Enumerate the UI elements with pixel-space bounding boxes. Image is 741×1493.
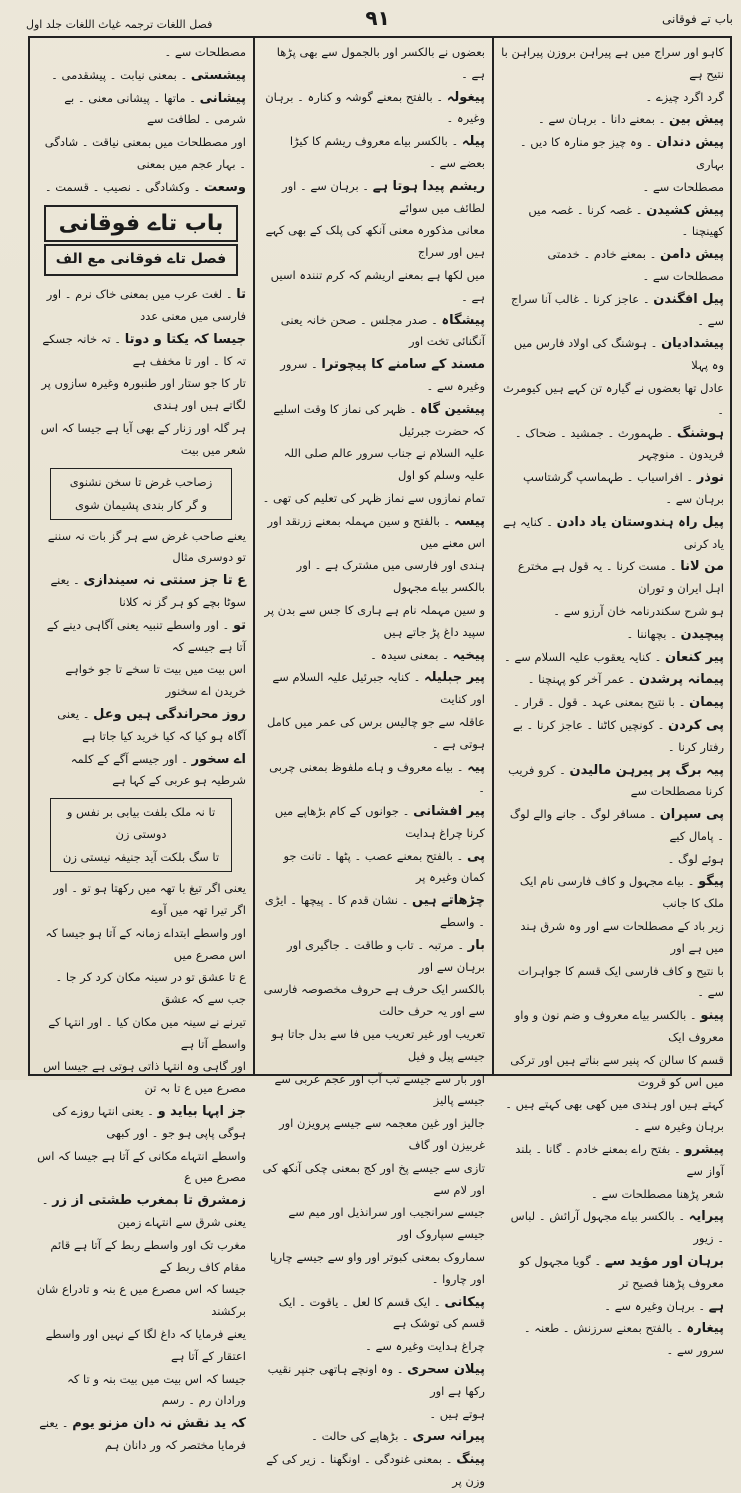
dictionary-entry: تار کا جو ستار اور طنبورہ وغیرہ سازوں پر لگاتے ہیں اور ہندی [41, 376, 246, 413]
dictionary-entry: یعنی اگر تیغ با تھہ میں رکھتا ہو تو ۔ اور اگر تیرا تھہ میں آوے [53, 881, 246, 917]
dictionary-entry: پیلہ ۔ بالکسر بیاے معروف ریشم کا کیڑا بعضے سے ۔ [289, 134, 485, 170]
dictionary-entry: پیر جبلیلہ ۔ کنایہ جبرئیل علیہ السلام سے اور کنایت [272, 670, 485, 707]
text-frame [28, 36, 732, 1488]
dictionary-entry: پیہ برگ پر پیرہن مالیدن ۔ کرو فریب کرنا مصطلحات سے [508, 762, 724, 799]
dictionary-entry: بار ۔ مرتبہ ۔ تاب و طاقت ۔ جاگیری اور برہان سے اور [286, 937, 485, 974]
dictionary-entry: پیشدادیان ۔ ہوشنگ کی اولاد فارس میں وہ پہلا [513, 336, 724, 373]
dictionary-entry: پیل افگندن ۔ عاجز کرنا ۔ غالب آنا سراج سے ۔ [511, 291, 724, 328]
dictionary-entry: اور بار سے جیسے تب آب اور عجم عربی سے جیسے پالیز [274, 1071, 485, 1108]
verse-box [50, 468, 232, 520]
dictionary-entry: پی کردن ۔ کونچیں کاٹنا ۔ عاجز کرنا ۔ بے رفتار کرنا ۔ [512, 717, 724, 754]
dictionary-entry: پیر کنعان ۔ کنایہ یعقوب علیہ السلام سے ۔ [504, 649, 724, 665]
dictionary-entry: اس بیت میں بیت تا سخے تا جو خواہے خریدن اے سخنور [65, 662, 246, 699]
dictionary-entry: واسطے انتہاے مکانی کے آتا ہے جیسا کہ اس مصرع میں ع [37, 1148, 246, 1185]
dictionary-entry: جیسا کہ اس مصرع میں ع بنہ و تادراع شان برکشند [36, 1282, 246, 1319]
dictionary-entry: من لانا ۔ مست کرنا ۔ یہ قول ہے مخترع اہل ایران و توران [517, 559, 724, 596]
dictionary-entry: پیگو ۔ بیاے مجہول و کاف فارسی نام ایک ملک کا جانب [519, 874, 724, 911]
dictionary-entry: پیرانہ سری ۔ بڑھاپے کی حالت ۔ [311, 1429, 485, 1445]
dictionary-entry: مصطلحات سے ۔ [164, 45, 246, 59]
dictionary-entry: پیسہ ۔ بالفتح و سین مہملہ بمعنے زرنقد اور اس معنے میں [267, 513, 485, 550]
dictionary-entry: پیخیہ ۔ بمعنی سیدہ ۔ [370, 647, 485, 663]
column-left [30, 38, 252, 1453]
dictionary-entry: پیشگاہ ۔ صدر مجلس ۔ صحن خانہ یعنی آنگنائی تخت اور [280, 312, 485, 349]
column-divider [492, 38, 494, 1074]
dictionary-entry: پیش دامن ۔ بمعنے خادم ۔ خدمتی مصطلحات سے ۔ [547, 247, 724, 283]
dictionary-entry: نوذر ۔ افراسیاب ۔ طہماسپ گرشتاسپ برہان سے ۔ [523, 470, 724, 506]
dictionary-entry: چراغ ہدایت وغیرہ سے ۔ [365, 1339, 485, 1354]
dictionary-entry: ہوتے ہیں ۔ [429, 1406, 485, 1421]
dictionary-entry: ہے ۔ برہان وغیرہ سے ۔ [604, 1298, 724, 1314]
verse-line: زصاحب غرض تا سخن نشنوی [69, 474, 213, 489]
section-title: فصل تاے فوقانی مع الف [44, 244, 238, 276]
dictionary-entry: پیہ ۔ بیاے معروف و ہاے ملفوظ بمعنی چربی ۔ [269, 759, 485, 796]
dictionary-entry: تا ۔ لغت عرب میں بمعنی خاک نرم ۔ اور فارسی میں معنی عدد [46, 287, 246, 323]
verse-line: و گر کار بندی پشیمان شوی [75, 497, 207, 512]
dictionary-entry: کہ ید نقش نہ دان مزنو یوم ۔ یعنے فرمایا مختصر کہ ور دانان ہم [39, 1416, 246, 1453]
page-number: ۹۱ [365, 6, 390, 30]
dictionary-entry: پیش بین ۔ بمعنے دانا ۔ برہان سے ۔ [537, 112, 724, 128]
running-head-left: فصل اللغات ترجمہ غیاث اللغات جلد اول [26, 18, 213, 31]
dictionary-entry: کاہو اور سراج میں ہے پیراہن بروزن پیراہن با نتیح ہے [501, 45, 724, 81]
dictionary-entry: اور واسطے ابتداے زمانہ کے آتا ہو جیسا کہ اس مصرع میں [45, 925, 246, 962]
dictionary-entry: پیکانی ۔ ایک قسم کا لعل ۔ یاقوت ۔ ایک قسم کی توشک ہے [278, 1294, 485, 1331]
dictionary-entry: و سین مہملہ نام ہے ہاری کا جس سے بدن پر سپید داغ پڑ جاتے ہیں [264, 602, 485, 639]
dictionary-entry: تمام نمازوں سے نماز ظہر کی تعلیم کی تھی ۔ [262, 490, 485, 505]
dictionary-entry: تو ۔ اور واسطے تنبیہ یعنی آگاہی دینے کے آتا ہے جیسے کہ [46, 617, 246, 654]
dictionary-entry: تعریب اور غیر تعریب میں فا سے بدل جاتا ہو جیسے پیل و فیل [271, 1027, 485, 1063]
dictionary-entry: ہوئے لوگ ۔ [667, 851, 724, 866]
dictionary-entry: کہتے ہیں اور ہندی میں کھی بھی کہتے ہیں ۔ برہان وغیرہ سے ۔ [505, 1097, 724, 1134]
dictionary-entry: قسم کا سالن کہ پنیر سے بناتے ہیں اور ترکی میں اس کو قروت [510, 1052, 724, 1089]
verse-line: تا نہ ملک بلفت بیابی بر نفس و دوستی زن [66, 805, 216, 842]
dictionary-entry: پیش کشیدن ۔ غصہ کرنا ۔ غصہ میں کھینچنا ۔ [528, 202, 724, 239]
dictionary-entry: ہو شرح سکندرنامہ خان آرزو سے ۔ [553, 603, 724, 618]
dictionary-entry: پیغولہ ۔ بالفتح بمعنے گوشہ و کنارہ ۔ برہان وغیرہ ۔ [265, 89, 485, 126]
dictionary-entry: ع تا عشق تو در سینہ مکان کرد کر جا ۔ جب سے کہ عشق [55, 970, 246, 1007]
dictionary-entry: پیش دندان ۔ وہ چیز جو منارہ کا دیں ۔ بہاری [519, 135, 724, 171]
dictionary-entry: پیشین گاہ ۔ ظہر کی نماز کا وقت اسلیے کہ حضرت جبرئیل [273, 401, 485, 438]
dictionary-entry: جز اپہا بیاید و ۔ یعنی انتہا روزے کی ہوگی پاپی ہو جو ۔ اور کبھی [52, 1104, 246, 1140]
verse-box [50, 798, 232, 872]
dictionary-entry: پیمانہ پرشدن ۔ عمر آخر کو پہنچنا ۔ [527, 672, 724, 688]
dictionary-entry: پیشرو ۔ بفتح راے بمعنے خادم ۔ گانا ۔ بلند آواز سے [515, 1142, 724, 1178]
dictionary-entry: گرد اگرد چیزے ۔ [645, 89, 724, 104]
dictionary-entry: ہوشنگ ۔ طہمورث ۔ جمشید ۔ ضحاک ۔ فریدون ۔ منوچہر [514, 425, 724, 462]
dictionary-entry: ریشم پیدا ہوتا ہے ۔ برہان سے ۔ اور لطائف میں سوائے [282, 178, 485, 215]
dictionary-entry: پینو ۔ بالکسر بیاے معروف و ضم نون و واو معروف ایک [514, 1008, 724, 1045]
dictionary-entry: عادل تھا بعضوں نے گیارہ تن کہے ہیں کیومرث ۔ [503, 380, 724, 417]
dictionary-entry: جیسا کہ اس بیت میں بیت بنہ و تا کہ ورادان رم ۔ رسم [67, 1371, 246, 1408]
dictionary-entry: پیر افشانی ۔ جوانوں کے کام بڑھاپے میں کرنا چراغ ہدایت [274, 804, 485, 840]
dictionary-entry: پیل راہ ہندوستان یاد دادن ۔ کنایہ ہے یاد کرنی [503, 514, 724, 551]
dictionary-entry: زیر باد کے مصطلحات سے اور وہ شرق ہند میں ہے اور [520, 919, 724, 955]
dictionary-entry: میں لکھا ہے بمعنے اریشم کہ کرم تنندہ اسیں ہے ۔ [270, 267, 485, 304]
dictionary-entry: پیمان ۔ با نتیح بمعنی عہد ۔ قول ۔ قرار ۔ [512, 695, 724, 711]
dictionary-entry: وسعت ۔ وکشادگی ۔ نصیب ۔ قسمت ۔ [44, 179, 246, 195]
dictionary-entry: تازی سے جیسے پخ اور کج بمعنی چکی آنکھ کی اور لام سے [262, 1160, 485, 1197]
dictionary-entry: جیسا کہ یکتا و دوتا ۔ تہ خانہ جسکے تہ کا ۔ اور تا مخفف ہے [42, 331, 246, 368]
dictionary-entry: بعضوں نے بالکسر اور بالجمول سے بھی پڑھا ہے ۔ [276, 45, 485, 81]
dictionary-entry: بالکسر ایک حرف ہے حروف مخصوصہ فارسی سے اور یہ حرف حالت [263, 982, 485, 1019]
dictionary-entry: پیشستی ۔ بمعنی نیابت ۔ پیشقدمی ۔ [51, 67, 246, 83]
dictionary-entry: جیسے سرانجیب اور سرانذیل اور میم سے جیسے سپاروک اور [288, 1205, 485, 1242]
dictionary-entry: مصطلحات سے ۔ [642, 179, 724, 194]
dictionary-entry: عاقلہ سے جو چالیس برس کی عمر میں کامل ہوتی ہے ۔ [266, 714, 485, 751]
dictionary-entry: مسند کے سامنے کا پیچوترا ۔ سرور وغیرہ سے ۔ [280, 357, 485, 393]
dictionary-entry: روز محراندگی ہیں وعل ۔ یعنی آگاہ ہو کیا کہ کیا خرید کیا جاتا ہے [57, 706, 246, 743]
running-head-right: باب تے فوقانی [662, 12, 733, 26]
dictionary-entry: برہان اور مؤید سے ۔ گویا مجہول کو معروف پڑھنا فصیح تر [519, 1254, 724, 1290]
dictionary-entry: تیرنے نے سینہ میں مکان کیا ۔ اور انتہا کے واسطے آتا ہے [48, 1014, 246, 1051]
dictionary-entry: پی سپران ۔ مسافر لوگ ۔ جانے والے لوگ ۔ پامال کیے [509, 807, 724, 843]
dictionary-entry: جالیز اور غین معجمہ سے جیسے پرویزن اور غربیزن اور گاف [279, 1116, 485, 1153]
dictionary-entry: با نتیح و کاف فارسی ایک قسم کا جواہرات سے ۔ [517, 963, 724, 1000]
column-right [495, 38, 730, 1358]
dictionary-entry: پیرایہ ۔ بالکسر بیاے مجہول آرائش ۔ لباس ۔ زیور [510, 1209, 724, 1246]
dictionary-entry: پی ۔ بالفتح بمعنے عصب ۔ پٹھا ۔ تانت جو کمان وغیرہ پر [283, 848, 485, 885]
dictionary-entry: ہر گلہ اور زنار کے بھی آیا ہے جیسا کہ اس شعر میں بیت [40, 420, 246, 457]
dictionary-entry: زمشرق تا بمغرب طشتی از زر ۔ یعنی شرق سے انتہاے زمین [41, 1193, 246, 1230]
dictionary-entry: اور گاہی وہ انتہا ذاتی ہوتی ہے جیسا اس مصرع میں ع تا بہ تن [43, 1059, 246, 1096]
page-header [26, 4, 733, 38]
dictionary-entry: چڑھاتے ہیں ۔ نشان قدم کا ۔ پیچھا ۔ ایڑی ۔ واسطے [264, 893, 485, 930]
verse-line: تا سگ بلکت آید جنیفہ نیستی زن [62, 850, 220, 865]
column-divider [253, 38, 255, 1074]
dictionary-entry: مغرب تک اور واسطے ربط کے آتا ہے قائم مقام کاف ربط کے [50, 1237, 246, 1274]
dictionary-entry: اور مصطلحات میں بمعنی نیاقت ۔ شادگی ۔ بہار عجم میں بمعنی [44, 135, 246, 171]
dictionary-entry: شعر پڑھنا مصطلحات سے ۔ [591, 1186, 724, 1201]
dictionary-entry: پیلان سحری ۔ وہ اونچے ہاتھی جنپر نقیب رکھا ہے اور [267, 1362, 485, 1398]
dictionary-entry: یعنے صاحب غرض سے ہر گز بات نہ سننے تو دوسری مثال [47, 528, 246, 565]
dictionary-entry: پینگ ۔ بمعنی غنودگی ۔ اونگھنا ۔ زیر کی کے وزن پر [266, 1452, 485, 1488]
dictionary-entry: سماروک بمعنی کبوتر اور واو سے جیسے چارپا اور چاروا ۔ [269, 1250, 485, 1286]
dictionary-entry: ہندی اور فارسی میں مشترک ہے ۔ اور بالکسر بیاے مجہول [296, 558, 485, 595]
dictionary-entry: ع تا جز سنتی نہ سیندازی ۔ یعنے سوٹا بچے کو ہر گز نہ کلانا [50, 573, 246, 609]
dictionary-entry: پیشانی ۔ ماتھا ۔ پیشانی معنی ۔ بے شرمی ۔ لطافت سے [64, 90, 246, 127]
dictionary-entry: اے سخور ۔ اور جیسے آگے کے کلمہ شرطیہ ہو عربی کے کہا ہے [70, 751, 246, 788]
dictionary-entry: پیچیدن ۔ بچھاننا ۔ [626, 626, 724, 642]
dictionary-entry: پیغارہ ۔ بالفتح بمعنے سرزنش ۔ طعنہ ۔ سرور سے ۔ [523, 1321, 724, 1358]
dictionary-entry: معانی مذکورہ معنی آنکھ کی پلک کے بھی کہے ہیں اور سراج [265, 223, 485, 260]
chapter-title: باب تاے فوقانی [44, 205, 238, 243]
dictionary-entry: یعنے فرمایا کہ داغ لگا کے نہیں اور واسطے اعتقار کے آتا ہے [45, 1327, 246, 1363]
column-middle [256, 38, 491, 1488]
dictionary-entry: علیہ السلام نے جناب سرور عالم صلی اللہ علیہ وسلم کو اول [283, 446, 485, 483]
